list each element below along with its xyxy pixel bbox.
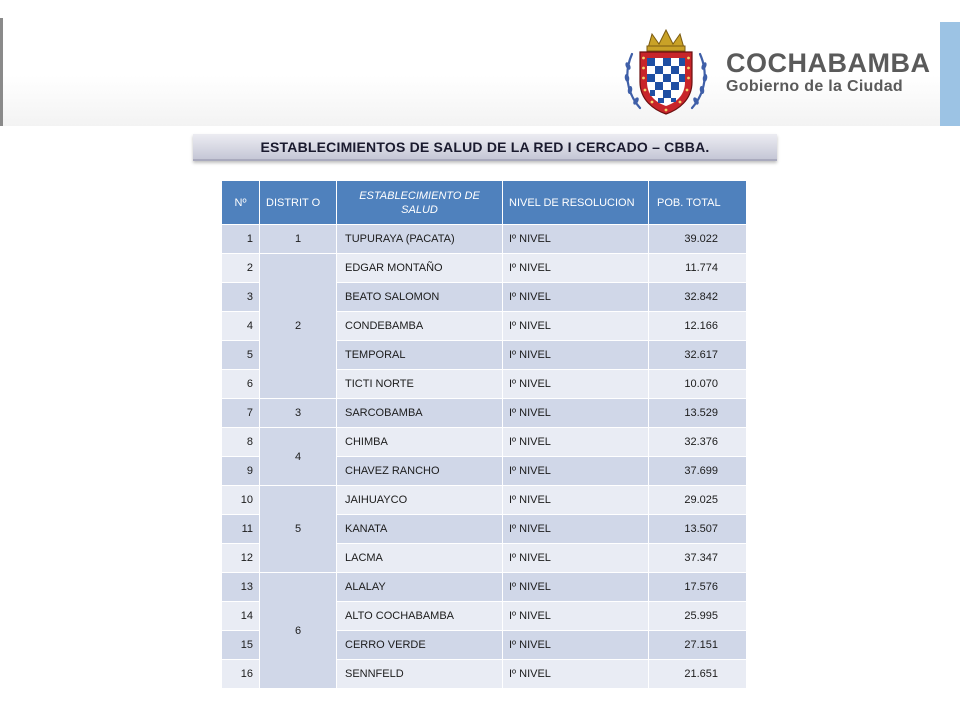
cell-establishment: SARCOBAMBA	[337, 399, 503, 428]
cell-number: 4	[222, 312, 260, 341]
cell-establishment: CONDEBAMBA	[337, 312, 503, 341]
cell-population: 11.774	[649, 254, 747, 283]
slide-title: ESTABLECIMIENTOS DE SALUD DE LA RED I CERCADO – CBBA.	[260, 138, 710, 155]
cell-level: Iº NIVEL	[503, 486, 649, 515]
brand-title: COCHABAMBA	[726, 48, 931, 78]
cell-number: 10	[222, 486, 260, 515]
cell-population: 13.507	[649, 515, 747, 544]
cell-number: 15	[222, 631, 260, 660]
cell-number: 5	[222, 341, 260, 370]
cell-number: 14	[222, 602, 260, 631]
table-body	[222, 225, 747, 689]
cell-establishment: LACMA	[337, 544, 503, 573]
cell-district: 1	[260, 225, 337, 254]
cell-level: Iº NIVEL	[503, 457, 649, 486]
cell-establishment: JAIHUAYCO	[337, 486, 503, 515]
cell-establishment: EDGAR MONTAÑO	[337, 254, 503, 283]
cell-establishment: CERRO VERDE	[337, 631, 503, 660]
cell-level: Iº NIVEL	[503, 370, 649, 399]
cell-level: Iº NIVEL	[503, 283, 649, 312]
cell-number: 13	[222, 573, 260, 602]
cell-number: 7	[222, 399, 260, 428]
cell-level: Iº NIVEL	[503, 602, 649, 631]
cell-number: 6	[222, 370, 260, 399]
cell-population: 32.617	[649, 341, 747, 370]
cell-establishment: TICTI NORTE	[337, 370, 503, 399]
cell-establishment: CHIMBA	[337, 428, 503, 457]
cell-establishment: BEATO SALOMON	[337, 283, 503, 312]
cell-level: Iº NIVEL	[503, 573, 649, 602]
header-level: NIVEL DE RESOLUCION	[503, 181, 649, 225]
cell-level: Iº NIVEL	[503, 660, 649, 689]
cell-level: Iº NIVEL	[503, 544, 649, 573]
cell-establishment: KANATA	[337, 515, 503, 544]
cell-number: 2	[222, 254, 260, 283]
cell-district: 3	[260, 399, 337, 428]
cell-district: 2	[260, 254, 337, 399]
cell-number: 9	[222, 457, 260, 486]
cell-level: Iº NIVEL	[503, 225, 649, 254]
cell-district: 5	[260, 486, 337, 573]
cell-number: 8	[222, 428, 260, 457]
cell-population: 13.529	[649, 399, 747, 428]
cell-population: 37.347	[649, 544, 747, 573]
cell-establishment: ALALAY	[337, 573, 503, 602]
cell-population: 10.070	[649, 370, 747, 399]
cell-establishment: ALTO COCHABAMBA	[337, 602, 503, 631]
brand-subtitle: Gobierno de la Ciudad	[726, 78, 903, 95]
cell-number: 11	[222, 515, 260, 544]
table-row	[222, 225, 747, 254]
coat-of-arms-icon	[618, 24, 714, 120]
table-row	[222, 254, 747, 283]
cell-level: Iº NIVEL	[503, 515, 649, 544]
cell-population: 17.576	[649, 573, 747, 602]
cell-population: 32.376	[649, 428, 747, 457]
table-header-row	[222, 181, 747, 225]
cell-district: 4	[260, 428, 337, 486]
cell-number: 3	[222, 283, 260, 312]
cell-level: Iº NIVEL	[503, 399, 649, 428]
cell-establishment: TEMPORAL	[337, 341, 503, 370]
cell-level: Iº NIVEL	[503, 254, 649, 283]
header-number: Nº	[222, 181, 260, 225]
cell-establishment: TUPURAYA (PACATA)	[337, 225, 503, 254]
header-establishment: ESTABLECIMIENTO DE SALUD	[337, 181, 503, 225]
table-row	[222, 573, 747, 602]
cell-level: Iº NIVEL	[503, 341, 649, 370]
cell-population: 12.166	[649, 312, 747, 341]
cell-level: Iº NIVEL	[503, 631, 649, 660]
cell-number: 1	[222, 225, 260, 254]
header-district: DISTRIT O	[260, 181, 337, 225]
cell-population: 39.022	[649, 225, 747, 254]
left-divider	[0, 18, 3, 126]
cell-population: 37.699	[649, 457, 747, 486]
cell-population: 25.995	[649, 602, 747, 631]
cell-population: 27.151	[649, 631, 747, 660]
cell-population: 32.842	[649, 283, 747, 312]
cell-district: 6	[260, 573, 337, 689]
right-accent-tab	[940, 22, 960, 126]
cell-establishment: SENNFELD	[337, 660, 503, 689]
table-row	[222, 428, 747, 457]
cell-level: Iº NIVEL	[503, 428, 649, 457]
cell-number: 12	[222, 544, 260, 573]
cochabamba-logo	[618, 24, 931, 120]
cell-level: Iº NIVEL	[503, 312, 649, 341]
table-row	[222, 399, 747, 428]
table-row	[222, 486, 747, 515]
cell-number: 16	[222, 660, 260, 689]
cell-population: 29.025	[649, 486, 747, 515]
cell-establishment: CHAVEZ RANCHO	[337, 457, 503, 486]
cell-population: 21.651	[649, 660, 747, 689]
slide-title-bar	[193, 134, 777, 161]
header-population: POB. TOTAL	[649, 181, 747, 225]
health-establishments-table	[221, 180, 747, 689]
